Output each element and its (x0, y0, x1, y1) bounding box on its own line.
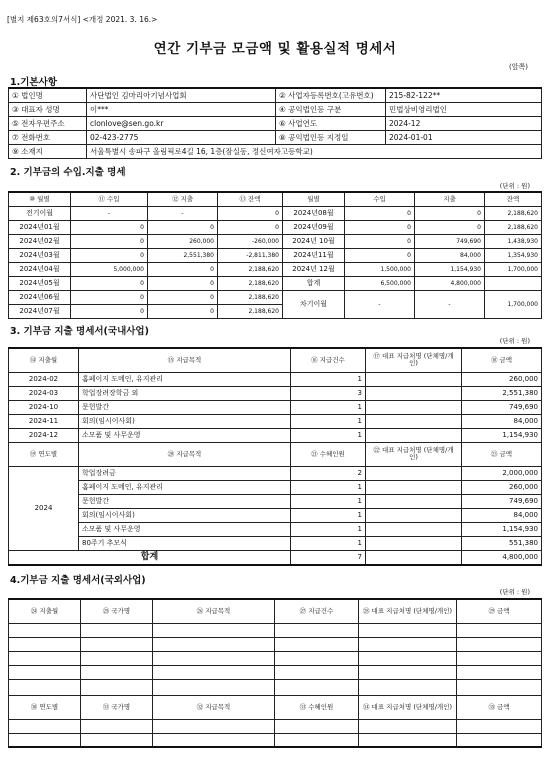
overseas-expense-table (8, 598, 542, 748)
balance-cell: 1,438,930 (485, 235, 542, 249)
table-row (9, 400, 542, 414)
expense-cell: 1,154,930 (415, 263, 485, 277)
total-label: 합계 (283, 277, 345, 291)
beneficiary-count-cell: 1 (291, 508, 366, 522)
header-cell: ㉟ 금액 (457, 695, 542, 719)
header-cell: ㉛ 국가명 (81, 695, 153, 719)
count-cell: 1 (291, 414, 366, 428)
carry-forward-income: - (345, 291, 415, 319)
expense-cell: 260,000 (148, 235, 218, 249)
income-cell: 1,500,000 (345, 263, 415, 277)
income-cell: 0 (71, 221, 148, 235)
income-cell: 0 (71, 277, 148, 291)
amount-cell: 260,000 (462, 480, 542, 494)
header-cell: ⑱ 금액 (462, 348, 542, 372)
amount-cell: 749,690 (462, 494, 542, 508)
amount-cell: 2,551,380 (462, 386, 542, 400)
month-cell: 2024년01월 (9, 221, 71, 235)
header-cell: ⑲ 연도별 (9, 442, 79, 466)
income-cell: 0 (71, 235, 148, 249)
table-row (9, 372, 542, 386)
count-cell: 3 (291, 386, 366, 400)
income-cell: 0 (345, 207, 415, 221)
info-value: 이*** (87, 103, 276, 117)
carry-forward-label: 차기이월 (283, 291, 345, 319)
unit-label: (단위 : 원) (499, 337, 530, 345)
month-cell: 2024년06월 (9, 291, 71, 305)
month-cell: 2024-03 (9, 386, 79, 400)
beneficiary-count-cell: 1 (291, 480, 366, 494)
balance-cell: 1,700,000 (485, 263, 542, 277)
expense-cell: 0 (148, 277, 218, 291)
purpose-cell: 문헌발간 (79, 494, 291, 508)
header-cell: ㉓ 금액 (462, 442, 542, 466)
table-row (9, 263, 542, 277)
expense-cell: 749,690 (415, 235, 485, 249)
info-value: 215-82-122** (386, 88, 542, 103)
table-row (9, 235, 542, 249)
info-row (9, 103, 542, 117)
total-income: 6,500,000 (345, 277, 415, 291)
amount-cell: 84,000 (462, 508, 542, 522)
month-cell: 2024년08월 (283, 207, 345, 221)
total-count: 7 (291, 550, 366, 565)
income-cell: 5,000,000 (71, 263, 148, 277)
info-label: ② 사업자등록번호(고유번호) (276, 88, 386, 103)
table-row (9, 414, 542, 428)
header-cell: ⑬ 잔액 (218, 192, 283, 207)
info-value: 2024-01-01 (386, 131, 542, 145)
income-cell: 0 (345, 235, 415, 249)
purpose-cell: 회의(임시이사회) (79, 414, 291, 428)
payee-cell (366, 494, 462, 508)
domestic-expense-table (8, 347, 542, 566)
table-row (9, 291, 542, 305)
table-row (9, 522, 542, 536)
header-cell: ⑯ 지급건수 (291, 348, 366, 372)
info-value: 2024-12 (386, 117, 542, 131)
header-cell: ㉒ 대표 지급처명 (단체명/개인) (366, 442, 462, 466)
basic-info-table (8, 87, 542, 159)
expense-cell: 0 (148, 263, 218, 277)
table-header-row (9, 599, 542, 623)
section-basic-info-title: 1.기본사항 (10, 77, 57, 88)
info-value: clonlove@sen.go.kr (87, 117, 276, 131)
balance-cell: 2,188,620 (485, 207, 542, 221)
header-cell: ㉖ 지급목적 (153, 599, 275, 623)
header-cell: ㉑ 수혜인원 (291, 442, 366, 466)
header-cell: ⑳ 지급목적 (79, 442, 291, 466)
beneficiary-count-cell: 1 (291, 536, 366, 550)
expense-cell: 0 (148, 305, 218, 319)
payee-cell (366, 414, 462, 428)
purpose-cell: 문헌발간 (79, 400, 291, 414)
month-cell: 전기이월 (9, 207, 71, 221)
info-label: ④ 공익법인등 구분 (276, 103, 386, 117)
total-balance (485, 277, 542, 291)
header-cell: 지출 (415, 192, 485, 207)
header-cell: ㉞ 대표 지급처명 (단체명/개인) (359, 695, 457, 719)
payee-cell (366, 508, 462, 522)
payee-cell (366, 480, 462, 494)
purpose-cell: 홈페이지 도메인, 유지관리 (79, 372, 291, 386)
info-label: ⑨ 소재지 (9, 145, 87, 159)
payee-cell (366, 536, 462, 550)
month-cell: 2024년 12월 (283, 263, 345, 277)
table-row (9, 637, 542, 651)
header-cell: ㉗ 지급건수 (275, 599, 359, 623)
info-row (9, 145, 542, 159)
document-title: 연간 기부금 모금액 및 활용실적 명세서 (153, 41, 397, 57)
table-row (9, 207, 542, 221)
total-expense: 4,800,000 (415, 277, 485, 291)
month-cell: 2024-02 (9, 372, 79, 386)
header-cell: 잔액 (485, 192, 542, 207)
total-amount: 4,800,000 (462, 550, 542, 565)
table-row (9, 386, 542, 400)
header-cell: ⑪ 수입 (71, 192, 148, 207)
header-cell: 수입 (345, 192, 415, 207)
amount-cell: 2,000,000 (462, 466, 542, 480)
info-value: 사단법인 김마리아기념사업회 (87, 88, 276, 103)
month-cell: 2024년11월 (283, 249, 345, 263)
month-cell: 2024년09월 (283, 221, 345, 235)
amount-cell: 260,000 (462, 372, 542, 386)
header-cell: ⑰ 대표 지급처명 (단체명/개인) (366, 348, 462, 372)
amount-cell: 1,154,930 (462, 428, 542, 442)
total-payee (366, 550, 462, 565)
income-cell: 0 (345, 249, 415, 263)
table-row (9, 466, 542, 480)
amount-cell: 551,380 (462, 536, 542, 550)
expense-cell: 0 (148, 291, 218, 305)
info-row (9, 117, 542, 131)
info-label: ⑧ 공익법인등 지정일 (276, 131, 386, 145)
address-value: 서울특별시 송파구 올림픽로4길 16, 1층(잠실동, 정신여자고등학교) (87, 145, 542, 159)
purpose-cell: 80주기 추모식 (79, 536, 291, 550)
info-label: ⑥ 사업연도 (276, 117, 386, 131)
expense-cell: 0 (415, 221, 485, 235)
purpose-cell: 홈페이지 도메인, 유지관리 (79, 480, 291, 494)
table-row (9, 651, 542, 665)
payee-cell (366, 466, 462, 480)
header-cell: 월별 (283, 192, 345, 207)
payee-cell (366, 386, 462, 400)
payee-cell (366, 428, 462, 442)
beneficiary-count-cell: 1 (291, 494, 366, 508)
table-row (9, 428, 542, 442)
header-cell: ㉘ 대표 지급처명 (단체명/개인) (359, 599, 457, 623)
year-cell: 2024 (9, 466, 79, 550)
count-cell: 1 (291, 400, 366, 414)
beneficiary-count-cell: 1 (291, 522, 366, 536)
balance-cell: 2,188,620 (218, 263, 283, 277)
balance-cell: 2,188,620 (218, 291, 283, 305)
info-label: ① 법인명 (9, 88, 87, 103)
header-cell: ⑩ 월별 (9, 192, 71, 207)
info-row (9, 88, 542, 103)
month-cell: 2024년03월 (9, 249, 71, 263)
unit-label: (단위 : 원) (499, 588, 530, 596)
table-row (9, 623, 542, 637)
table-header-row (9, 442, 542, 466)
expense-cell: - (148, 207, 218, 221)
header-cell: ㉕ 국가명 (81, 599, 153, 623)
balance-cell: -2,811,380 (218, 249, 283, 263)
count-cell: 1 (291, 372, 366, 386)
balance-cell: 1,354,930 (485, 249, 542, 263)
section-overseas-title: 4.기부금 지출 명세서(국외사업) (10, 575, 146, 586)
table-row (9, 480, 542, 494)
table-row (9, 733, 542, 747)
payee-cell (366, 372, 462, 386)
payee-cell (366, 400, 462, 414)
count-cell: 1 (291, 428, 366, 442)
table-row (9, 277, 542, 291)
income-cell: 0 (71, 249, 148, 263)
income-cell: 0 (71, 305, 148, 319)
header-cell: ⑮ 지급목적 (79, 348, 291, 372)
table-row (9, 679, 542, 695)
table-row (9, 508, 542, 522)
beneficiary-count-cell: 2 (291, 466, 366, 480)
header-cell: ㉜ 지급목적 (153, 695, 275, 719)
balance-cell: 0 (218, 221, 283, 235)
info-value: 민법상비영리법인 (386, 103, 542, 117)
balance-cell: 2,188,620 (485, 221, 542, 235)
expense-cell: 0 (415, 207, 485, 221)
balance-cell: 2,188,620 (218, 277, 283, 291)
header-cell: ㉔ 지출월 (9, 599, 81, 623)
header-cell: ⑫ 지출 (148, 192, 218, 207)
income-expense-table (8, 191, 542, 319)
month-cell: 2024-12 (9, 428, 79, 442)
header-cell: ⑭ 지출월 (9, 348, 79, 372)
header-cell: ㉝ 수혜인원 (275, 695, 359, 719)
income-cell: 0 (345, 221, 415, 235)
table-row (9, 536, 542, 550)
expense-cell: 2,551,380 (148, 249, 218, 263)
table-header-row (9, 348, 542, 372)
purpose-cell: 소모품 및 사무운영 (79, 428, 291, 442)
info-row (9, 131, 542, 145)
balance-cell: 2,188,620 (218, 305, 283, 319)
balance-cell: 0 (218, 207, 283, 221)
amount-cell: 749,690 (462, 400, 542, 414)
table-header-row (9, 192, 542, 207)
month-cell: 2024-11 (9, 414, 79, 428)
balance-cell: -260,000 (218, 235, 283, 249)
info-label: ⑦ 전화번호 (9, 131, 87, 145)
month-cell: 2024년07월 (9, 305, 71, 319)
expense-cell: 84,000 (415, 249, 485, 263)
form-note: [별지 제63호의7서식] <개정 2021. 3. 16.> (7, 15, 158, 24)
amount-cell: 84,000 (462, 414, 542, 428)
table-row (9, 665, 542, 679)
month-cell: 2024년05월 (9, 277, 71, 291)
table-header-row (9, 695, 542, 719)
month-cell: 2024-10 (9, 400, 79, 414)
purpose-cell: 회의(임시이사회) (79, 508, 291, 522)
month-cell: 2024년02월 (9, 235, 71, 249)
purpose-cell: 소모품 및 사무운영 (79, 522, 291, 536)
total-row (9, 550, 542, 565)
table-row (9, 249, 542, 263)
page-indicator: (앞쪽) (509, 63, 528, 71)
carry-forward-expense: - (415, 291, 485, 319)
section-income-expense-title: 2. 기부금의 수입.지출 명세 (10, 167, 126, 178)
expense-cell: 0 (148, 221, 218, 235)
month-cell: 2024년04월 (9, 263, 71, 277)
table-row (9, 494, 542, 508)
purpose-cell: 학업장려장학금 외 (79, 386, 291, 400)
table-row (9, 719, 542, 733)
header-cell: ㉚ 연도별 (9, 695, 81, 719)
section-domestic-title: 3. 기부금 지출 명세서(국내사업) (10, 326, 149, 337)
info-label: ③ 대표자 성명 (9, 103, 87, 117)
table-row (9, 221, 542, 235)
info-value: 02-423-2775 (87, 131, 276, 145)
month-cell: 2024년 10월 (283, 235, 345, 249)
header-cell: ㉙ 금액 (457, 599, 542, 623)
info-label: ⑤ 전자우편주소 (9, 117, 87, 131)
unit-label: (단위 : 원) (499, 182, 530, 190)
purpose-cell: 학업장려금 (79, 466, 291, 480)
income-cell: - (71, 207, 148, 221)
income-cell: 0 (71, 291, 148, 305)
payee-cell (366, 522, 462, 536)
amount-cell: 1,154,930 (462, 522, 542, 536)
total-label: 합계 (9, 550, 291, 565)
carry-forward-balance: 1,700,000 (485, 291, 542, 319)
